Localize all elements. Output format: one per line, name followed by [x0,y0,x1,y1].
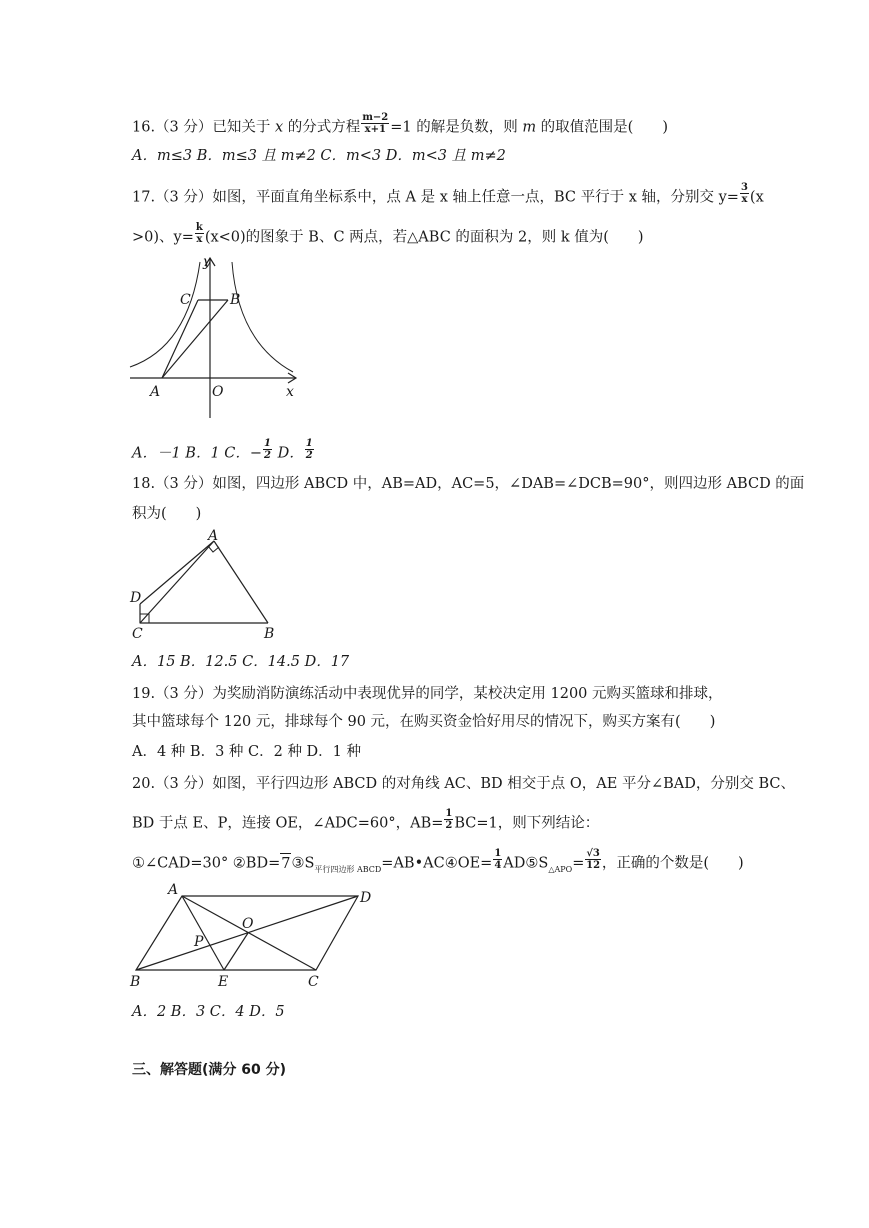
q20-label-e: E [218,974,229,990]
q17-label-y: y [203,254,211,270]
q16-options: A．m≤3 B．m≤3 且 m≠2 C．m<3 D．m<3 且 m≠2 [132,148,506,164]
q16-stem: 16.（3 分）已知关于 x 的分式方程 $\frac{m-2}{x+1}$ =1 的解是负数，则 m 的取值范围是( ) [132,112,669,136]
q20-label-c: C [308,974,319,990]
q17-figure [128,252,308,422]
q20-label-d: D [360,890,372,906]
q19-stem-line2: 其中篮球每个 120 元，排球每个 90 元，在购买资金恰好用尽的情况下，购买方案有( ) [132,714,716,730]
q18-label-a: A [208,528,219,544]
q17-label-o: O [212,384,224,400]
q17-stem-line2: >0)、y= $\frac{k}{x}$ (x<0)的图象于 B、C 两点，若△ABC 的面积为 2，则 k 值为( ) [132,222,644,246]
section-3-title: 三、解答题(满分 60 分) [132,1062,287,1078]
q20-label-o: O [242,916,254,932]
q20-stem-line3: ①∠CAD=30° $②BD=7③S_{平行四边形 ABCD}=AB•AC④OE=$ $\frac{1}{4}$ $AD⑤S_{\triangle APO}=$ $\frac{√3}{12}$ ，正确的个数是( ) [132,848,744,874]
q17-options: A．－1 B．1 C．− $\frac{1}{2}$ D． $\frac{1}{2}$ [132,438,313,462]
q20-figure [128,880,388,992]
q17-label-b: B [230,292,241,308]
q18-label-b: B [264,626,275,642]
q17-label-c: C [180,292,191,308]
q20-options: A．2 B．3 C．4 D．5 [132,1004,285,1020]
q17-label-a: A [150,384,161,400]
q19-stem-line1: 19.（3 分）为奖励消防演练活动中表现优异的同学，某校决定用 1200 元购买篮球和排球， [132,686,723,702]
q18-figure [128,528,288,642]
q18-stem-line1: 18.（3 分）如图，四边形 ABCD 中，AB=AD，AC=5，∠DAB=∠DCB=90°，则四边形 ABCD 的面 [132,476,805,492]
q18-options: A．15 B．12.5 C．14.5 D．17 [132,654,350,670]
q18-label-c: C [132,626,143,642]
q17-stem-line1: 17.（3 分）如图，平面直角坐标系中，点 A 是 x 轴上任意一点，BC 平行于 x 轴，分别交 y= $\frac{3}{x}$ (x [132,182,764,206]
q19-options: A．4 种 B．3 种 C．2 种 D．1 种 [132,744,362,760]
q18-label-d: D [130,590,142,606]
q20-label-p: P [194,934,204,950]
q16-fraction: $\frac{m-2}{x+1}$ [362,112,389,135]
q20-stem-line2: BD 于点 E、P，连接 OE，∠ADC=60°，AB= $\frac{1}{2}$ BC=1，则下列结论： [132,808,600,832]
q18-stem-line2: 积为( ) [132,506,202,522]
q17-label-x: x [286,384,294,400]
q20-label-b: B [130,974,141,990]
q20-label-a: A [168,882,179,898]
q20-stem-line1: 20.（3 分）如图，平行四边形 ABCD 的对角线 AC、BD 相交于点 O，AE 平分∠BAD，分别交 BC、 [132,776,795,792]
